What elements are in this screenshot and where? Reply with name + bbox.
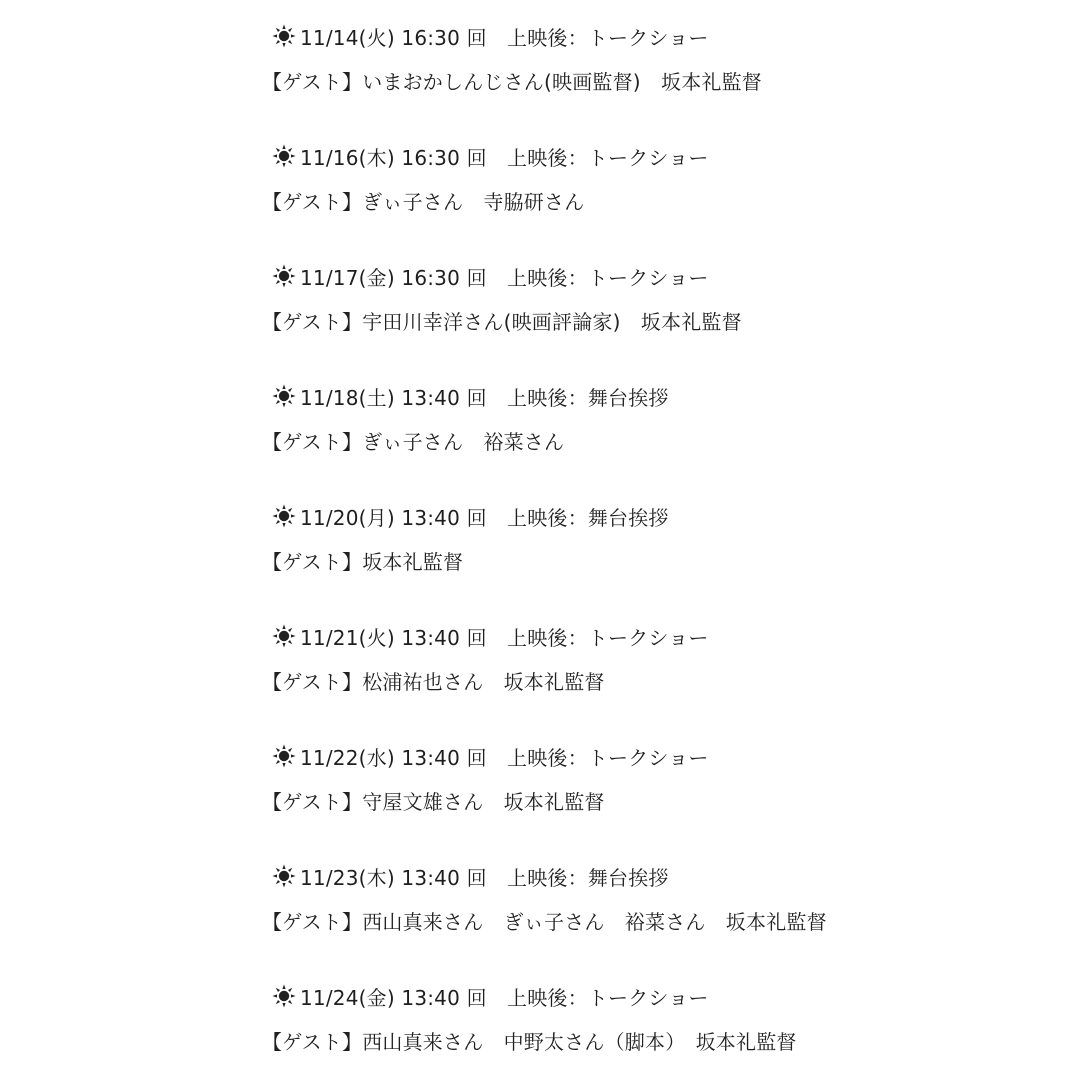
event-header	[272, 20, 709, 52]
event-header-text: 11/16(木) 16:30 回 上映後：トークショー	[300, 145, 709, 170]
event-header	[272, 500, 669, 532]
event-guests: 【ゲスト】ぎぃ子さん 裕菜さん	[262, 429, 565, 454]
event-guests: 【ゲスト】西山真来さん ぎぃ子さん 裕菜さん 坂本礼監督	[262, 909, 827, 934]
event-header	[272, 620, 709, 652]
event-header	[272, 260, 709, 292]
event-item	[0, 0, 1080, 120]
event-item	[0, 240, 1080, 360]
event-header-text: 11/17(金) 16:30 回 上映後：トークショー	[300, 265, 709, 290]
event-header-text: 11/18(土) 13:40 回 上映後：舞台挨拶	[300, 385, 669, 410]
event-guests: 【ゲスト】いまおかしんじさん(映画監督) 坂本礼監督	[262, 69, 763, 94]
event-item	[0, 840, 1080, 960]
event-header-text: 11/22(水) 13:40 回 上映後：トークショー	[300, 745, 709, 770]
sun-icon	[272, 864, 296, 888]
sun-icon	[272, 984, 296, 1008]
event-guests: 【ゲスト】西山真来さん 中野太さん（脚本） 坂本礼監督	[262, 1029, 797, 1054]
event-item	[0, 120, 1080, 240]
sun-icon	[272, 384, 296, 408]
event-header-text: 11/21(火) 13:40 回 上映後：トークショー	[300, 625, 709, 650]
event-item	[0, 360, 1080, 480]
event-item	[0, 480, 1080, 600]
event-item	[0, 600, 1080, 720]
event-guests: 【ゲスト】松浦祐也さん 坂本礼監督	[262, 669, 605, 694]
event-guests: 【ゲスト】宇田川幸洋さん(映画評論家) 坂本礼監督	[262, 309, 742, 334]
event-header-text: 11/20(月) 13:40 回 上映後：舞台挨拶	[300, 505, 669, 530]
event-header-text: 11/14(火) 16:30 回 上映後：トークショー	[300, 25, 709, 50]
event-header-text: 11/24(金) 13:40 回 上映後：トークショー	[300, 985, 709, 1010]
event-item	[0, 960, 1080, 1080]
event-guests: 【ゲスト】ぎぃ子さん 寺脇研さん	[262, 189, 585, 214]
sun-icon	[272, 264, 296, 288]
sun-icon	[272, 504, 296, 528]
event-guests: 【ゲスト】坂本礼監督	[262, 549, 464, 574]
sun-icon	[272, 144, 296, 168]
event-header-text: 11/23(木) 13:40 回 上映後：舞台挨拶	[300, 865, 669, 890]
event-guests: 【ゲスト】守屋文雄さん 坂本礼監督	[262, 789, 605, 814]
event-header	[272, 380, 669, 412]
sun-icon	[272, 24, 296, 48]
sun-icon	[272, 624, 296, 648]
event-header	[272, 860, 669, 892]
event-item	[0, 720, 1080, 840]
sun-icon	[272, 744, 296, 768]
event-header	[272, 740, 709, 772]
event-header	[272, 980, 709, 1012]
event-header	[272, 140, 709, 172]
